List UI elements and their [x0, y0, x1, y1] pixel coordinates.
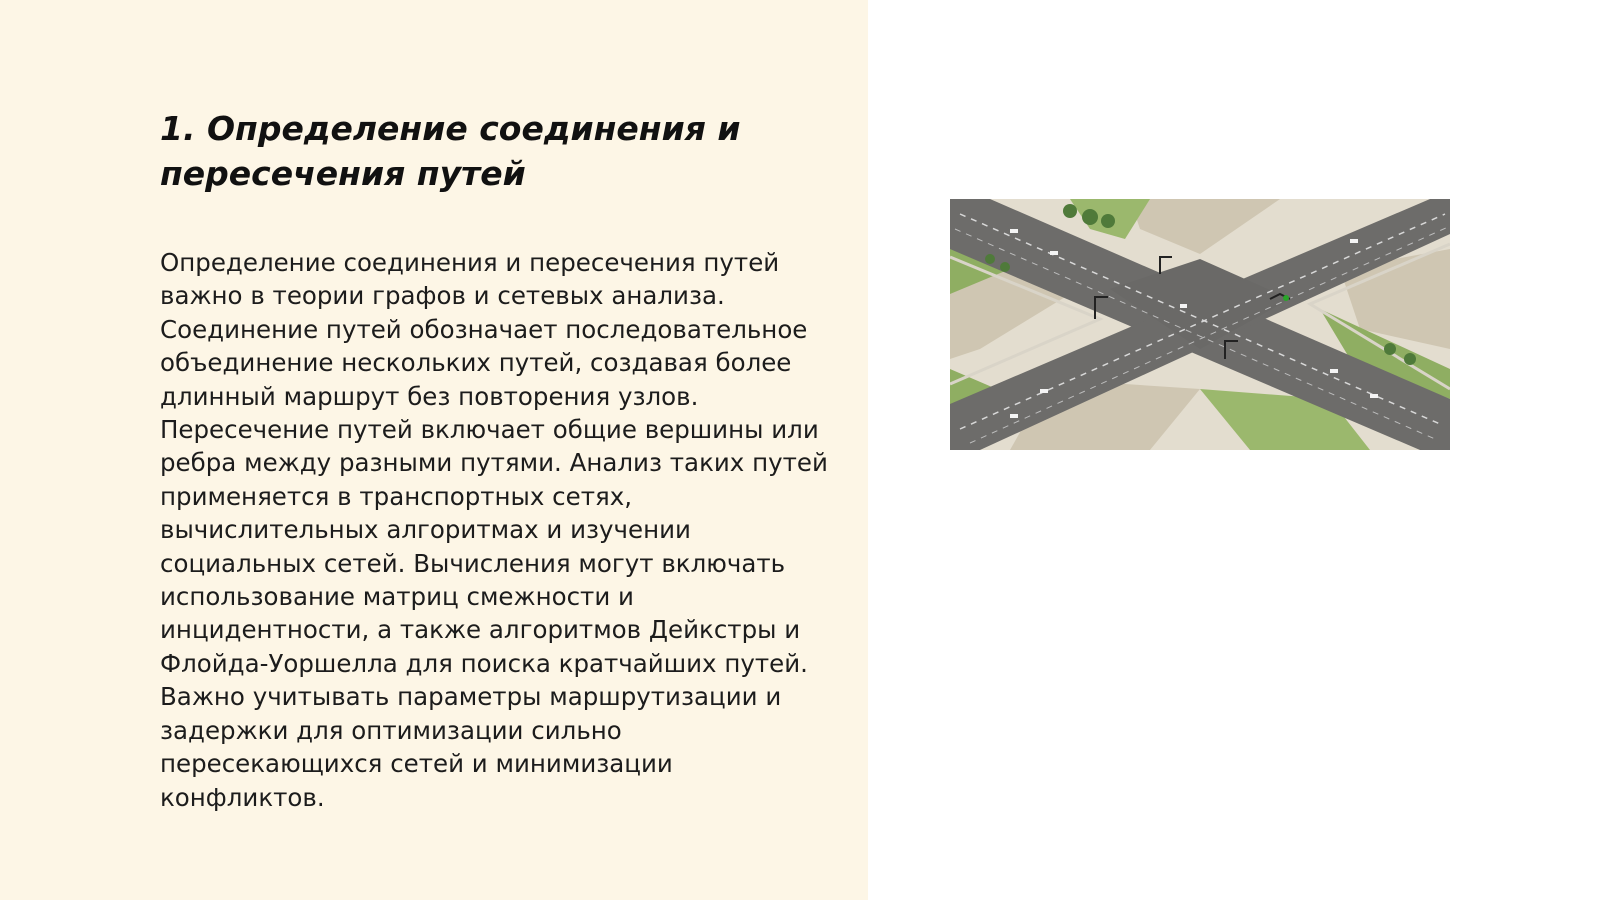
- road-intersection-icon: [950, 199, 1450, 450]
- slide-body-text: Определение соединения и пересечения путей важно в теории графов и сетевых анализа. Соединение путей обозначает последовательное объединение нескольких путей, создавая более длинный маршрут без повторения узлов. Пересечение путей включает общие вершины или ребра между разными путями. Анализ таких путей применяется в транспортных сетях, вычислительных алгоритмах и изучении социальных сетей. Вычисления могут включать использование матриц смежности и инцидентности, а также алгоритмов Дейкстры и Флойда-Уоршелла для поиска кратчайших путей. Важно учитывать параметры маршрутизации и задержки для оптимизации сильно пересекающихся сетей и минимизации конфликтов.: [160, 248, 828, 812]
- road-intersection-image: [950, 199, 1450, 450]
- slide-title: 1. Определение соединения и пересечения путей: [160, 109, 741, 193]
